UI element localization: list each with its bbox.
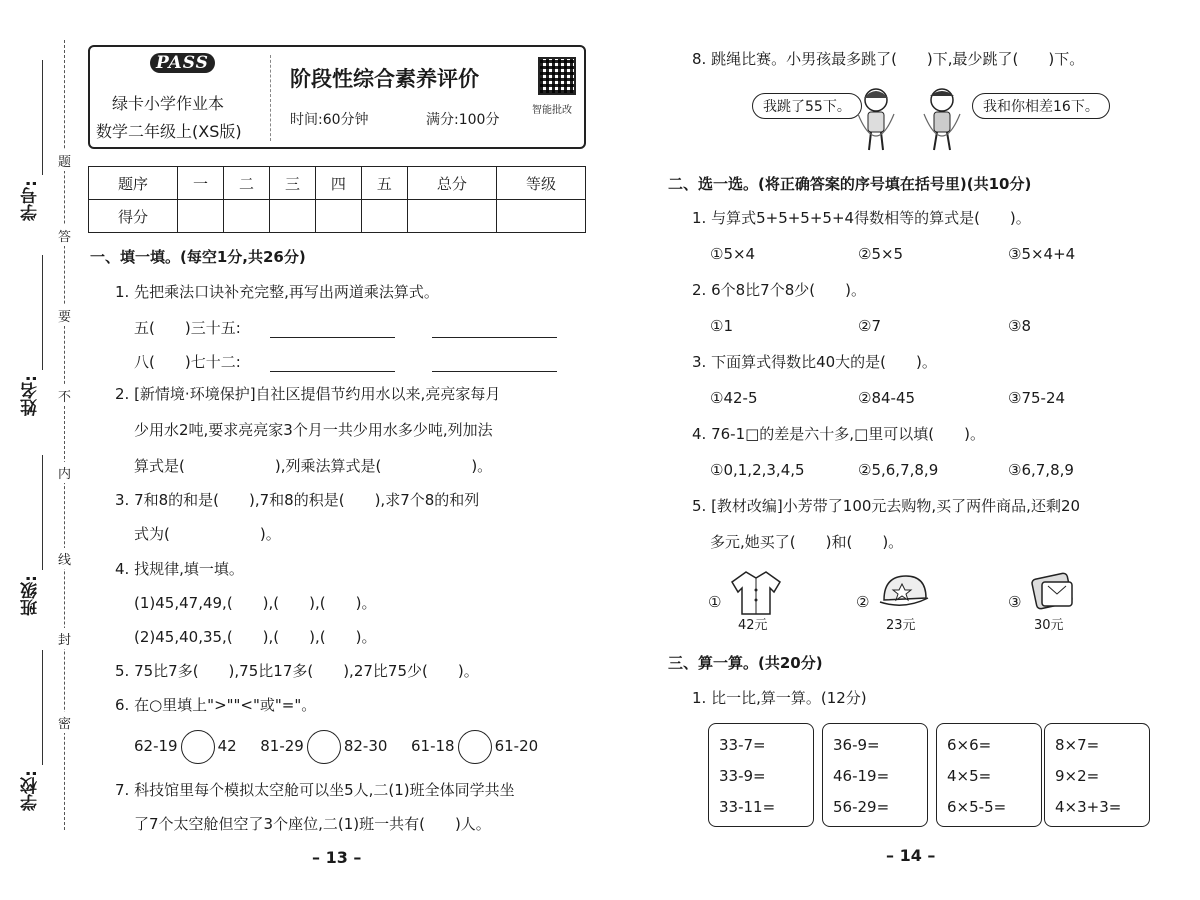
score-header-cell: 二 <box>224 167 270 200</box>
product-option-mark[interactable]: ③ <box>1008 593 1022 611</box>
book-title: 绿卡小学作业本 <box>112 94 225 113</box>
choice-question-2: 2. 6个8比7个8少( )。 <box>692 281 866 299</box>
score-header-cell: 三 <box>269 167 315 200</box>
calc-box <box>936 723 1042 827</box>
score-header-cell: 五 <box>361 167 407 200</box>
score-header-cell: 四 <box>315 167 361 200</box>
exam-header <box>88 45 586 149</box>
compare-expr: 81-29 <box>260 737 304 755</box>
calc-expression[interactable]: 4×3+3= <box>1055 798 1122 816</box>
calc-expression[interactable]: 33-11= <box>719 798 776 816</box>
compare-expr: 82-30 <box>343 737 388 755</box>
page-number-left: – 13 – <box>312 848 362 867</box>
calc-expression[interactable]: 6×6= <box>947 736 992 754</box>
exam-time: 时间:60分钟 <box>290 112 369 128</box>
score-header-cell: 总分 <box>407 167 496 200</box>
score-cell[interactable] <box>178 200 224 233</box>
calc-expression[interactable]: 8×7= <box>1055 736 1100 754</box>
question-1: 1. 先把乘法口诀补充完整,再写出两道乘法算式。 <box>115 283 439 301</box>
score-cell[interactable] <box>315 200 361 233</box>
calc-expression[interactable]: 46-19= <box>833 767 890 785</box>
calc-expression[interactable]: 33-9= <box>719 767 766 785</box>
compare-circle[interactable] <box>181 730 215 764</box>
q1-answer-blank[interactable] <box>432 352 557 372</box>
compare-expr: 42 <box>217 737 237 755</box>
class-label: 班级: <box>21 575 41 616</box>
girl-speech-bubble: 我跳了55下。 <box>752 93 862 119</box>
product-price: 23元 <box>886 618 916 633</box>
binding-char: 要 <box>58 305 71 326</box>
binding-char: 密 <box>58 712 71 733</box>
calc-expression[interactable]: 6×5-5= <box>947 798 1007 816</box>
q1-answer-blank[interactable] <box>270 318 395 338</box>
name-label: 姓名: <box>21 375 41 416</box>
choice-option[interactable]: ①42-5 <box>710 389 758 407</box>
score-table <box>88 166 586 233</box>
choice-option[interactable]: ①1 <box>710 317 733 335</box>
header-divider <box>270 55 271 141</box>
question-3-line-b: 式为( )。 <box>134 525 281 543</box>
girl-jumping-rope-icon <box>852 84 900 156</box>
pass-logo: PASS <box>150 53 215 73</box>
page-number-right: – 14 – <box>886 846 936 865</box>
question-2-line-b: 少用水2吨,要求亮亮家3个月一共少用水多少吨,列加法 <box>134 421 493 439</box>
calc-expression[interactable]: 33-7= <box>719 736 766 754</box>
full-score: 满分:100分 <box>426 112 500 128</box>
question-7-line-b: 了7个太空舱但空了3个座位,二(1)班一共有( )人。 <box>134 815 491 833</box>
clothes-icon[interactable] <box>1026 566 1082 616</box>
score-cell[interactable] <box>224 200 270 233</box>
question-6: 6. 在○里填上">""<"或"="。 <box>115 696 317 714</box>
compare-circle[interactable] <box>307 730 341 764</box>
choice-question-5-line-b: 多元,她买了( )和( )。 <box>710 533 904 551</box>
section-3-title: 三、算一算。(共20分) <box>668 654 823 672</box>
calc-expression[interactable]: 9×2= <box>1055 767 1100 785</box>
product-price: 42元 <box>738 618 768 633</box>
choice-option[interactable]: ②5×5 <box>858 245 904 263</box>
product-option-mark[interactable]: ② <box>856 593 870 611</box>
boy-speech-bubble: 我和你相差16下。 <box>972 93 1110 119</box>
question-3-line-a: 3. 7和8的和是( ),7和8的积是( ),求7个8的和列 <box>115 491 480 509</box>
q1-answer-blank[interactable] <box>270 352 395 372</box>
calc-expression[interactable]: 36-9= <box>833 736 880 754</box>
choice-question-1: 1. 与算式5+5+5+5+4得数相等的算式是( )。 <box>692 209 1031 227</box>
compare-expr: 61-20 <box>494 737 539 755</box>
choice-question-3: 3. 下面算式得数比40大的是( )。 <box>692 353 937 371</box>
question-7-line-a: 7. 科技馆里每个模拟太空舱可以坐5人,二(1)班全体同学共坐 <box>115 781 515 799</box>
choice-option[interactable]: ②84-45 <box>858 389 916 407</box>
choice-option[interactable]: ②5,6,7,8,9 <box>858 461 939 479</box>
choice-option[interactable]: ③8 <box>1008 317 1031 335</box>
section-2-title: 二、选一选。(将正确答案的序号填在括号里)(共10分) <box>668 175 1032 193</box>
boy-jumping-rope-icon <box>918 84 966 156</box>
score-header-cell: 题序 <box>89 167 178 200</box>
calc-box <box>1044 723 1150 827</box>
binding-char: 不 <box>58 385 71 406</box>
question-4-part-1: (1)45,47,49,( ),( ),( )。 <box>134 594 377 612</box>
q1-line2-prompt: 八( )七十二: <box>134 353 241 371</box>
binding-char: 答 <box>58 225 71 246</box>
calc-box <box>708 723 814 827</box>
product-option-mark[interactable]: ① <box>708 593 722 611</box>
class-field-line[interactable] <box>42 455 43 570</box>
choice-option[interactable]: ②7 <box>858 317 881 335</box>
question-5: 5. 75比7多( ),75比17多( ),27比75少( )。 <box>115 662 479 680</box>
school-label: 学校: <box>21 770 41 811</box>
qr-code-icon[interactable] <box>538 57 576 95</box>
product-price: 30元 <box>1034 618 1064 633</box>
qr-caption: 智能批改 <box>532 105 572 116</box>
compare-circle[interactable] <box>458 730 492 764</box>
question-2-line-a: 2. [新情境·环境保护]自社区提倡节约用水以来,亮亮家每月 <box>115 385 501 403</box>
score-cell[interactable] <box>496 200 585 233</box>
calc-expression[interactable]: 56-29= <box>833 798 890 816</box>
choice-option[interactable]: ①5×4 <box>710 245 756 263</box>
cap-icon[interactable] <box>876 568 932 618</box>
shirt-icon[interactable] <box>728 568 784 618</box>
choice-option[interactable]: ③5×4+4 <box>1008 245 1076 263</box>
question-4: 4. 找规律,填一填。 <box>115 560 244 578</box>
xuehao-field-line[interactable] <box>42 60 43 175</box>
score-cell[interactable] <box>269 200 315 233</box>
choice-option[interactable]: ③6,7,8,9 <box>1008 461 1074 479</box>
question-2-line-c: 算式是( ),列乘法算式是( )。 <box>134 457 493 475</box>
calc-expression[interactable]: 4×5= <box>947 767 992 785</box>
score-header-cell: 等级 <box>496 167 585 200</box>
choice-question-4: 4. 76-1□的差是六十多,□里可以填( )。 <box>692 425 985 443</box>
calc-question-1: 1. 比一比,算一算。(12分) <box>692 689 867 707</box>
score-header-cell: 一 <box>178 167 224 200</box>
student-id-label: 学号: <box>21 180 41 221</box>
q1-line1-prompt: 五( )三十五: <box>134 319 241 337</box>
binding-char: 封 <box>58 628 71 649</box>
calc-box <box>822 723 928 827</box>
name-field-line[interactable] <box>42 255 43 370</box>
score-cell[interactable] <box>361 200 407 233</box>
section-1-title: 一、填一填。(每空1分,共26分) <box>90 248 306 266</box>
question-8: 8. 跳绳比赛。小男孩最多跳了( )下,最少跳了( )下。 <box>692 50 1085 68</box>
compare-expr: 62-19 <box>134 737 178 755</box>
binding-char: 题 <box>58 150 71 171</box>
school-field-line[interactable] <box>42 650 43 765</box>
score-cell[interactable] <box>407 200 496 233</box>
binding-char: 内 <box>58 462 71 483</box>
exam-title: 阶段性综合素养评价 <box>290 66 479 91</box>
choice-option[interactable]: ①0,1,2,3,4,5 <box>710 461 805 479</box>
choice-question-5-line-a: 5. [教材改编]小芳带了100元去购物,买了两件商品,还剩20 <box>692 497 1081 515</box>
choice-option[interactable]: ③75-24 <box>1008 389 1066 407</box>
compare-expr: 61-18 <box>411 737 455 755</box>
q1-answer-blank[interactable] <box>432 318 557 338</box>
question-4-part-2: (2)45,40,35,( ),( ),( )。 <box>134 628 377 646</box>
binding-char: 线 <box>58 548 71 569</box>
book-subtitle: 数学二年级上(XS版) <box>96 122 242 141</box>
question-6-compare-row <box>134 729 538 764</box>
score-row-label: 得分 <box>89 200 178 233</box>
